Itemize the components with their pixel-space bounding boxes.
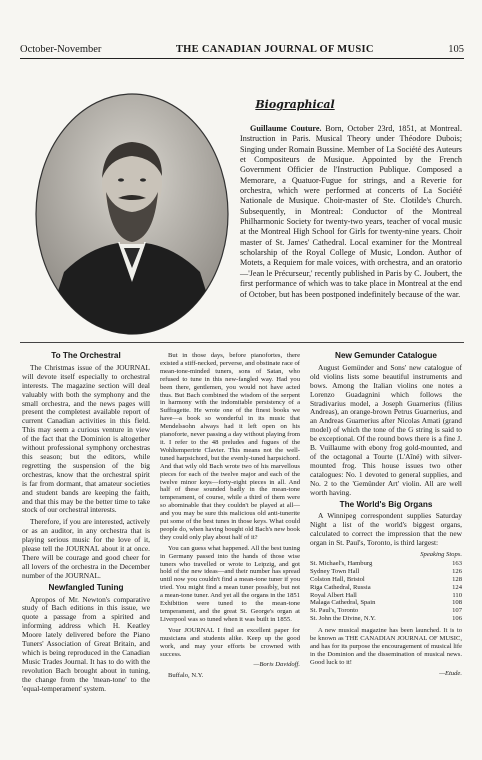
page-number: 105 <box>448 44 464 55</box>
orchestral-title: To The Orchestral <box>51 351 121 360</box>
note-text: A new musical magazine has been launched. It is to be known as THE CANADIAN JOURNAL OF MUSIC, and has for its purpose the encouragement of musical life in the Dominion and the dissemination of musical news. Good luck to it! <box>310 627 462 666</box>
tuning-title: Newfangled Tuning <box>48 582 124 592</box>
column-2 <box>160 352 300 683</box>
organs-p1: A Winnipeg correspondent supplies Saturday Night a list of the world's biggest organs, calculated to correct the impression that the new organ in St. Paul's, Toronto, is third largest: <box>310 511 462 548</box>
section-rule <box>20 342 464 343</box>
bio-body: Born, October 23rd, 1851, at Montreal. Instruction in Paris. Musical Theory under Théodore Dubois; Singing under Romain Bussine. Member of La Société des Auteurs et Compositeurs de Musique. Appointed by the French Government Officier de l'Instruction Publique. Composed a Memorare, a Quatuor-Fugue for strings, and a Reverie for orchestra, which were performed at concerts of La Société Nationale de Musique. Choir-master of Ste. Clotilde's Church. Subsequently, in Montreal: Conductor of the Montreal Philharmonic Society for twenty-two years, teacher of vocal music at the Montreal High School for Girls for twenty-nine years. Choir master of St. James' Cathedral. Local examiner for the Montreal scholarship of the Royal College of Music, London. Author of Motets, a Requiem for male voices, with orchestra, and an oratorio—'Jean le Précurseur,' recently published in Paris by C. Joubert, the first performance of which was to take place in Montreal at the end of October, but has been postponed indefinitely because of the war. <box>240 124 462 299</box>
tuning-p2: But in those days, before pianofortes, there existed a stiff-necked, perverse, and obstinate race of mean-tone-minded tuners, sons of Satan, who refused to tune in this new-fangled way. Had you been there, gentlemen, you would not have acted thus. But Bach combined the wisdom of the serpent in harmony with the indomitable persistency of a Suffragette. He wrote one of the finest books we have—a book so wonderful in its music that Mendelssohn always had it left open on his pianoforte, never passing a day without playing from it. I refer to the 48 preludes and fugues of the Wohltemperirte Clavier. This means not the well-tuned harpsichord, but the evenly-tuned harpsichord. And that wily old Bach wrote two of his marvellous pieces for each of the twelve major and each of the twelve minor keys—forty-eight pieces in all. And half of these sounded badly in the mean-tone temperament, of course, while a third of them were so abominable that they couldn't be played at all—and you may be sure this malicious old anti-tunerite put some of the best tunes in those keys. What could people do, when having bought old Bach's new book they could only play about half of it? <box>160 352 300 541</box>
list-item: St. John the Divine, N.Y. 106 <box>310 615 462 623</box>
list-item: St. Paul's, Toronto 107 <box>310 607 462 615</box>
list-item: St. Michael's, Hamburg 163 <box>310 559 462 567</box>
letter-signature: —Boris Davidoff. <box>253 661 300 669</box>
biography-text <box>240 124 462 300</box>
note-signature: —Etude. <box>439 669 462 677</box>
issue-date: October-November <box>20 44 102 55</box>
header-rule <box>20 58 464 59</box>
orchestral-p1: The Christmas issue of the JOURNAL will devote itself especially to orchestral interests. The magazine section will deal valuably with both the symphony and the small orchestra, and the news pages will present the completest available report of current Canadian activities in this field. This may seem a curious venture in view of the fact that the Dominion is altogether without professional symphony orchestras this season; but the editors, while regretting the suspension of the big orchestras, know that the orchestral spirit is far from dormant, that amateur societies and student bands are keeping the faith, and that this may be the better time to take stock of our orchestral interests. <box>22 362 150 515</box>
tuning-p1: Apropos of Mr. Newton's comparative study of Bach editions in this issue, we quote a passage from a spirited and informing address which H. Keatley Moore lately delivered before the Piano Tuners' Association of Great Britain, and which is being reproduced in the Canadian Music Trades Journal. It has to do with the revolution Bach brought about in tuning, the change from the 'mean-tone' to the 'equal-temperament' system. <box>22 594 150 693</box>
gemunder-title: New Gemunder Catalogue <box>335 351 437 360</box>
list-item: Royal Albert Hall 110 <box>310 591 462 599</box>
journal-title: THE CANADIAN JOURNAL OF MUSIC <box>175 44 374 55</box>
portrait-photo <box>34 92 230 336</box>
list-item: Colston Hall, Bristol 128 <box>310 575 462 583</box>
bio-name: Guillaume Couture. <box>250 124 322 133</box>
organs-col-header: Speaking Stops. <box>420 551 462 559</box>
orchestral-p2: Therefore, if you are interested, actively or as an auditor, in any orchestra that is playing serious music for the love of it, please tell the JOURNAL about it at once. There will be courage and good cheer for all lovers of the orchestra in the December number of the JOURNAL. <box>22 517 150 580</box>
list-item: Malaga Cathedral, Spain 108 <box>310 599 462 607</box>
column-1 <box>22 352 150 697</box>
letter-place: Buffalo, N.Y. <box>168 672 204 680</box>
gemunder-p1: August Gemünder and Sons' new catalogue of old violins lists some beautiful instruments and bows. Among the Italian violins one notes a Lorenzo Guadagnini which follows the Stradivarius model, a Joseph Guarnerius (filius Andreas), an orange-brown Petrus Guarnerius, and an Andreas Guarnerius after Nicolas Amati (grand model) of which the tone of the G string is said to be exceptional. Of the round bows there is a fine J. B. Vuillaume with ebony frog gold-mounted, and of the octagonal a Tourte (L'Aîné) with silver-mounted frog. This house issues two other catalogues: No. 1 devoted to general supplies, and No. 2 to the 'Gemünder Art' violin. All are well worth having. <box>310 362 462 497</box>
reader-letter: Your JOURNAL I find an excellent paper for musicians and students alike. Keep up the good work, and may your efforts be crowned with success. <box>160 626 300 658</box>
tuning-p3: You can guess what happened. All the best tuning in Germany passed into the hands of those wise tuners who travelled or wrote to Leipzig, and got hold of the new ideas—and their number has spread until now you couldn't find a mean-tone tuner if you tried. You might find a mean tuner possibly, but not a mean-tone tuner. And yet all the organs in the 1851 Exhibition were tuned to the mean-tone temperament, and the great St. George's organ at Liverpool was so tuned when it was built in 1855. <box>160 544 300 623</box>
biographical-heading: Biographical <box>255 98 335 111</box>
organs-table <box>310 551 462 623</box>
list-item: Riga Cathedral, Russia 124 <box>310 583 462 591</box>
column-3 <box>310 352 462 681</box>
list-item: Sydney Town Hall 126 <box>310 567 462 575</box>
organs-title: The World's Big Organs <box>339 499 433 509</box>
